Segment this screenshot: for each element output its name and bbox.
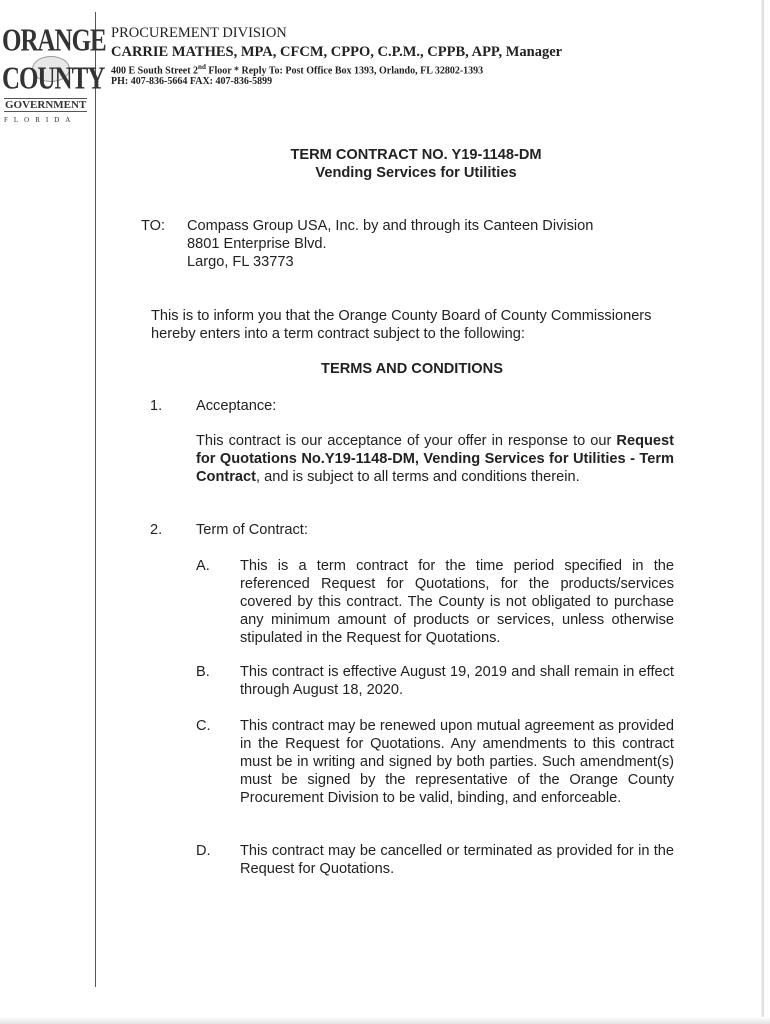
section-number: 2. xyxy=(150,522,163,538)
intro-line-2: hereby enters into a term contract subject to the following: xyxy=(151,326,525,342)
orange-county-logo xyxy=(2,22,106,124)
subsection-letter: C. xyxy=(196,718,211,734)
recipient-street: 8801 Enterprise Blvd. xyxy=(187,236,327,252)
logo-text-government: GOVERNMENT xyxy=(5,99,87,111)
subsection-text: This contract may be renewed upon mutual agreement as provided in the Request for Quotations. Any amendments to this contract must be in writing and signed by both parties. Such amendment(s) must be signed by the representative of the Orange County Procurement Division to be valid, binding, and enforceable. xyxy=(240,718,674,806)
subsection-letter: D. xyxy=(196,843,211,859)
subsection-letter: A. xyxy=(196,558,210,574)
manager-name: CARRIE MATHES, MPA, CFCM, CPPO, C.P.M., CPPB, APP, Manager xyxy=(111,44,563,60)
contract-subtitle: Vending Services for Utilities xyxy=(315,165,517,181)
intro-line-1: This is to inform you that the Orange County Board of County Commissioners xyxy=(151,308,652,324)
page-edge-bottom xyxy=(0,1017,770,1024)
division-name: PROCUREMENT DIVISION xyxy=(111,25,287,41)
page-edge xyxy=(761,0,764,1024)
subsection-text: This is a term contract for the time period specified in the referenced Request for Quotations, for the products/services covered by this contract. The County is not obligated to purchase any minimum amount of products or services, unless otherwise stipulated in the Request for Quotations. xyxy=(240,558,674,646)
section-number: 1. xyxy=(150,398,163,414)
logo-text-orange: ORANGE xyxy=(2,24,106,58)
mailing-address: 400 E South Street 2nd Floor * Reply To: Post Office Box 1393, Orlando, FL 32802-1393 xyxy=(111,63,484,77)
subsection-text: This contract is effective August 19, 2019 and shall remain in effect through August 18, 2020. xyxy=(240,664,674,698)
subsection-text: This contract may be cancelled or terminated as provided for in the Request for Quotations. xyxy=(240,843,674,877)
recipient-city: Largo, FL 33773 xyxy=(187,254,294,270)
section-heading-term: Term of Contract: xyxy=(196,522,308,538)
subsection-letter: B. xyxy=(196,664,210,680)
acceptance-paragraph: This contract is our acceptance of your offer in response to our Request for Quotations No.Y19-1148-DM, Vending Services for Utilities - Term Contract, and is subject to all terms and conditions therein. xyxy=(196,433,674,485)
to-label: TO: xyxy=(141,218,166,234)
contract-number-title: TERM CONTRACT NO. Y19-1148-DM xyxy=(290,147,542,163)
terms-heading: TERMS AND CONDITIONS xyxy=(321,361,503,377)
logo-text-county: COUNTY xyxy=(2,62,105,96)
phone-fax: PH: 407-836-5664 FAX: 407-836-5899 xyxy=(111,76,273,87)
section-heading-acceptance: Acceptance: xyxy=(196,398,277,414)
logo-text-florida: FLORIDA xyxy=(4,116,77,124)
recipient-name: Compass Group USA, Inc. by and through its Canteen Division xyxy=(187,218,594,234)
